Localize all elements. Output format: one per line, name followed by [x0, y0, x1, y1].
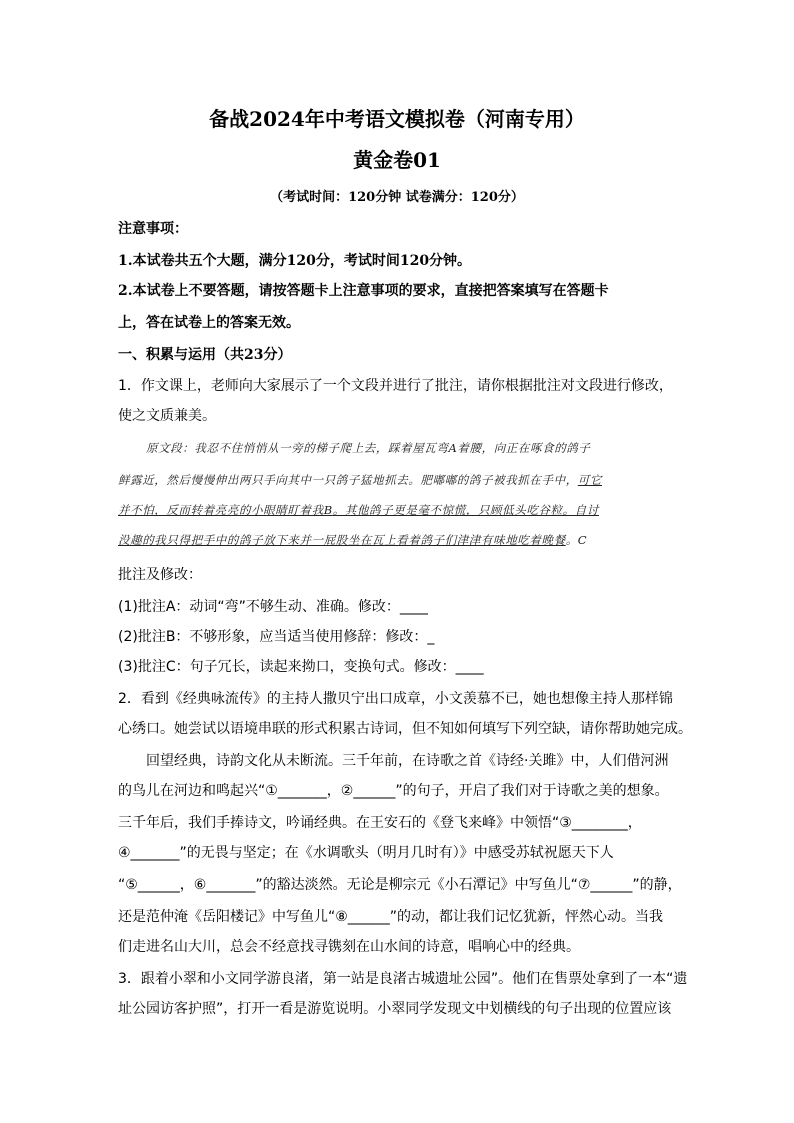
- q2-stem-line-2: 心绣口。她尝试以语境串联的形式积累古诗词，但不知如何填写下列空缺，请你帮助她完成。: [118, 721, 692, 737]
- q1-original-line-3: [118, 502, 599, 518]
- q2-para-line-2: 的鸟儿在河边和鸣起兴“①_______，②______”的句子，开启了我们对于诗歌之美的想象。: [118, 783, 669, 799]
- q1-note-2: (2)批注B：不够形象，应当适当使用修辞：修改：_: [118, 629, 435, 645]
- q2-para-line-7: 们走进名山大川，总会不经意找寻镌刻在山水间的诗意，唱响心中的经典。: [118, 939, 580, 955]
- q1-stem-line-2: 使之文质兼美。: [118, 408, 216, 424]
- q1-original-line-2a: 鲜露近，然后慢慢伸出两只手向其中一只鸽子猛地抓去。肥嘟嘟的鸽子被我抓在手中，: [118, 473, 578, 487]
- notice-item-1: 1.本试卷共五个大题，满分120分，考试时间120分钟。: [118, 253, 472, 269]
- q1-original-line-2b: 可它: [577, 473, 602, 487]
- notice-item-2-line-2: 上，答在试卷上的答案无效。: [118, 315, 300, 331]
- q1-original-line-3a: 并不怕，反而转着亮亮的小眼睛盯着我B: [118, 503, 333, 517]
- q1-notes-heading: 批注及修改：: [118, 567, 202, 583]
- exam-info: （考试时间：120分钟 试卷满分：120分）: [270, 190, 524, 205]
- q1-original-line-1: 原文段：我忍不住悄悄从一旁的梯子爬上去，踩着屋瓦弯A着腰，向正在啄食的鸽子: [146, 441, 591, 455]
- q1-original-line-4: [118, 532, 587, 548]
- q3-stem-line-1: 3．跟着小翠和小文同学游良渚，第一站是良渚古城遗址公园”。他们在售票处拿到了一本“遗: [118, 971, 688, 987]
- notice-heading: 注意事项：: [118, 221, 188, 237]
- notice-item-2-line-1: 2.本试卷上不要答题，请按答题卡上注意事项的要求，直接把答案填写在答题卡: [118, 283, 609, 299]
- q2-para-line-4: ④_______”的无畏与坚定；在《水调歌头（明月几时有）》中感受苏轼祝愿天下人: [118, 845, 614, 861]
- q1-note-3: (3)批注C：句子冗长，读起来拗口，变换句式。修改：____: [118, 659, 484, 675]
- exam-title: 备战2024年中考语文模拟卷（河南专用）: [209, 107, 585, 131]
- q1-stem-line-1: 1．作文课上，老师向大家展示了一个文段并进行了批注，请你根据批注对文段进行修改，: [118, 378, 673, 394]
- q2-para-line-3: 三千年后，我们手捧诗文，吟诵经典。在王安石的《登飞来峰》中领悟“③________，: [118, 815, 642, 831]
- q1-note-1: (1)批注A：动词“弯”不够生动、准确。修改：____: [118, 599, 428, 615]
- exam-subtitle: 黄金卷01: [353, 148, 441, 172]
- q1-original-line-4b: 。C: [565, 533, 588, 547]
- q1-original-line-4a: 没趣的我只得把手中的鸽子放下来并一屁股坐在瓦上看着鸽子们津津有味地吃着晚餐: [118, 533, 566, 547]
- section-1-heading: 一、积累与运用（共23分）: [118, 347, 292, 363]
- q2-stem-line-1: 2．看到《经典咏流传》的主持人撒贝宁出口成章，小文羡慕不已，她也想像主持人那样锦: [118, 691, 673, 707]
- q3-stem-line-2: 址公园访客护照”，打开一看是游览说明。小翠同学发现文中划横线的句子出现的位置应该: [118, 1001, 672, 1017]
- q1-original-line-3b: 。其他鸽子更是毫不惊慌，只顾低头吃谷粒。自讨: [332, 503, 599, 517]
- q2-para-line-1: 回望经典，诗韵文化从未断流。三千年前，在诗歌之首《诗经·关雎》中，人们借河洲: [146, 753, 669, 769]
- q1-original-line-2: [118, 472, 602, 488]
- q2-para-line-5: “⑤______，⑥_______”的豁达淡然。无论是柳宗元《小石潭记》中写鱼儿“⑦______”的静，: [118, 877, 682, 893]
- q2-para-line-6: 还是范仲淹《岳阳楼记》中写鱼儿“⑧______”的动，都让我们记忆犹新，怦然心动。当我: [118, 909, 664, 925]
